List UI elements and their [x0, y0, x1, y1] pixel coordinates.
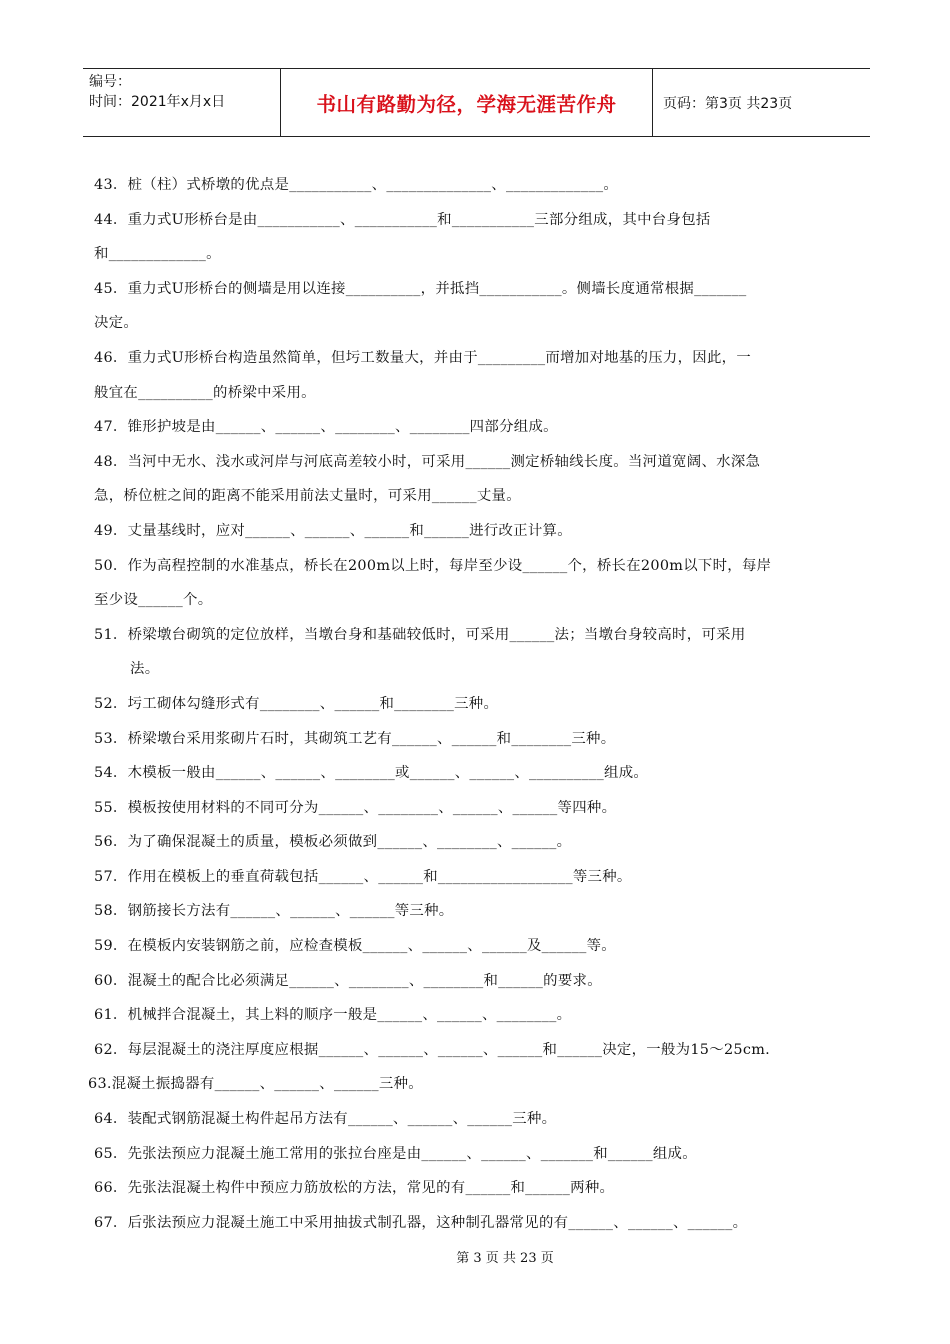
- question-line: 57．作用在模板上的垂直荷载包括______、______和__________________等三种。: [94, 868, 632, 885]
- question-line: 51．桥梁墩台砌筑的定位放样，当墩台身和基础较低时，可采用______法；当墩台身较高时，可采用: [94, 626, 746, 643]
- number-label: 编号：: [89, 74, 131, 90]
- question-line: 63.混凝土振捣器有______、______、______三种。: [88, 1076, 423, 1093]
- question-line: 62．每层混凝土的浇注厚度应根据______、______、______、______和______决定，一般为15～25cm.: [94, 1041, 771, 1058]
- question-line: 65．先张法预应力混凝土施工常用的张拉台座是由______、______、_______和______组成。: [94, 1145, 697, 1162]
- question-line: 44．重力式U形桥台是由___________、___________和___________三部分组成，其中台身包括: [94, 211, 711, 228]
- question-line: 53．桥梁墩台采用浆砌片石时，其砌筑工艺有______、______和________三种。: [94, 730, 616, 747]
- question-line: 66．先张法混凝土构件中预应力筋放松的方法，常见的有______和______两种。: [94, 1180, 615, 1197]
- question-line: 64．装配式钢筋混凝土构件起吊方法有______、______、______三种。: [94, 1111, 557, 1128]
- question-line: 59．在模板内安装钢筋之前，应检查模板______、______、______及______等。: [94, 938, 616, 955]
- question-line: 急，桥位桩之间的距离不能采用前法丈量时，可采用______丈量。: [94, 488, 521, 505]
- question-line: 56．为了确保混凝土的质量，模板必须做到______、________、______。: [94, 834, 572, 851]
- question-line: 48．当河中无水、浅水或河岸与河底高差较小时，可采用______测定桥轴线长度。当河道宽阔、水深急: [94, 453, 761, 470]
- question-line: 55．模板按使用材料的不同可分为______、________、______、______等四种。: [94, 799, 617, 816]
- question-line: 47．锥形护坡是由______、______、________、________四部分组成。: [94, 419, 558, 436]
- header-table: [83, 68, 870, 137]
- header-meta: [83, 69, 281, 136]
- question-line: 61．机械拌合混凝土，其上料的顺序一般是______、______、________。: [94, 1007, 572, 1024]
- question-line: 54．木模板一般由______、______、________或______、______、__________组成。: [94, 765, 649, 782]
- question-line: 67．后张法预应力混凝土施工中采用抽拔式制孔器，这种制孔器常见的有______、______、______。: [94, 1214, 748, 1231]
- question-line: 般宜在__________的桥梁中采用。: [94, 384, 316, 401]
- header-motto: 书山有路勤为径，学海无涯苦作舟: [281, 69, 653, 136]
- question-line: 法。: [130, 661, 160, 678]
- page-footer: 第 3 页 共 23 页: [456, 1251, 554, 1266]
- question-line: 52．圬工砌体勾缝形式有________、______和________三种。: [94, 695, 499, 712]
- question-line: 至少设______个。: [94, 592, 213, 609]
- question-line: 决定。: [94, 315, 139, 332]
- question-line: 和_____________。: [94, 246, 221, 263]
- question-line: 45．重力式U形桥台的侧墙是用以连接__________，并抵挡___________。侧墙长度通常根据_______: [94, 280, 747, 297]
- question-list: [88, 168, 864, 1240]
- question-line: 50．作为高程控制的水准基点，桥长在200m以上时，每岸至少设______个，桥长在200m以下时，每岸: [94, 557, 772, 574]
- question-line: 46．重力式U形桥台构造虽然简单，但圬工数量大，并由于_________而增加对地基的压力，因此，一: [94, 349, 752, 366]
- question-line: 49．丈量基线时，应对______、______、______和______进行改正计算。: [94, 522, 572, 539]
- date-label: 时间：2021年x月x日: [89, 94, 226, 110]
- question-line: 43．桩（柱）式桥墩的优点是___________、______________、_____________。: [94, 177, 619, 193]
- question-line: 60．混凝土的配合比必须满足______、________、________和______的要求。: [94, 972, 602, 989]
- header-page-number: 页码：第3页 共23页: [663, 95, 793, 112]
- question-line: 58．钢筋接长方法有______、______、______等三种。: [94, 903, 454, 920]
